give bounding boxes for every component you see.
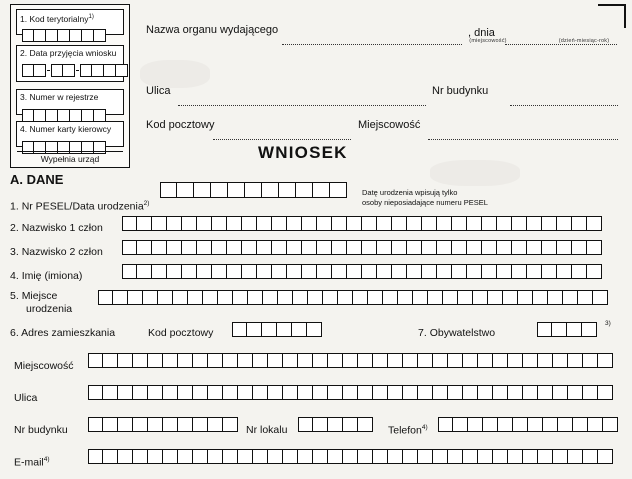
office-use-box bbox=[10, 4, 130, 168]
label-dnia: , dnia bbox=[468, 27, 495, 39]
row-number-2: 2. bbox=[10, 222, 19, 234]
note-pesel-line2: osoby nieposiadające numeru PESEL bbox=[362, 198, 488, 207]
label-kod-pocztowy: Kod pocztowy bbox=[148, 327, 214, 339]
row-number-3: 3. bbox=[10, 246, 19, 258]
row-text-nazwisko-1: Nazwisko 1 człon bbox=[21, 222, 103, 234]
label-nr-budynku-adres: Nr budynku bbox=[14, 424, 68, 436]
paper-smudge bbox=[140, 60, 210, 88]
label-numer-w-rejestrze: 3. Numer w rejestrze bbox=[20, 92, 99, 102]
footnote-marker: 2) bbox=[143, 200, 150, 207]
section-a-heading: A. DANE bbox=[10, 172, 64, 187]
label-numer-karty-kierowcy: 4. Numer karty kierowcy bbox=[20, 124, 112, 134]
row-number-7: 7. bbox=[418, 327, 427, 339]
row-label-imie bbox=[10, 270, 82, 282]
row-text-adres: Adres zamieszkania bbox=[21, 327, 116, 339]
label-nr-lokalu: Nr lokalu bbox=[246, 424, 288, 436]
row-label-nazwisko-2 bbox=[10, 246, 103, 258]
row-text-nazwisko-2: Nazwisko 2 człon bbox=[21, 246, 103, 258]
row-number-6: 6. bbox=[10, 327, 19, 339]
page-corner-mark bbox=[598, 4, 626, 28]
row-number-5: 5. bbox=[10, 290, 19, 302]
input-obywatelstwo[interactable] bbox=[537, 322, 597, 337]
paper-smudge bbox=[430, 160, 520, 186]
grid-data-przyjecia[interactable] bbox=[22, 64, 128, 77]
office-use-footer-text: Wypełnia urząd bbox=[40, 154, 100, 164]
footnote-marker-telefon: 4) bbox=[421, 424, 428, 431]
input-kod-pocztowy[interactable] bbox=[232, 322, 322, 337]
grid-kod-terytorialny[interactable] bbox=[22, 29, 106, 42]
label-ulica: Ulica bbox=[146, 85, 171, 97]
hint-data: (dzień-miesiąc-rok) bbox=[558, 38, 610, 44]
row-label-obywatelstwo bbox=[418, 327, 495, 339]
row-label-miejsce-urodzenia bbox=[10, 290, 57, 302]
footnote-marker-email: 4) bbox=[43, 456, 50, 463]
label-kod-terytorialny: 1. Kod terytorialny bbox=[20, 13, 89, 24]
row-label-miejsce-urodzenia-2: urodzenia bbox=[26, 303, 73, 315]
row-label-pesel bbox=[10, 200, 149, 213]
label-ulica-adres: Ulica bbox=[14, 392, 38, 404]
row-text-pesel: Nr PESEL/Data urodzenia bbox=[21, 200, 144, 213]
input-ulica[interactable] bbox=[88, 385, 613, 400]
input-nazwisko-1[interactable] bbox=[122, 216, 602, 231]
row-text-imie: Imię (imiona) bbox=[21, 270, 83, 282]
row-text-miejsce: Miejsce bbox=[21, 290, 58, 302]
input-imie[interactable] bbox=[122, 264, 602, 279]
footnote-marker: 1) bbox=[88, 14, 94, 20]
input-nazwisko-2[interactable] bbox=[122, 240, 602, 255]
input-pesel[interactable] bbox=[160, 182, 347, 198]
building-dotted-line[interactable] bbox=[510, 94, 618, 106]
label-nr-budynku: Nr budynku bbox=[432, 85, 489, 97]
label-authority: Nazwa organu wydającego bbox=[146, 24, 279, 36]
office-use-footer bbox=[11, 151, 129, 164]
row-number-1: 1. bbox=[10, 200, 19, 213]
row-label-adres bbox=[10, 327, 115, 339]
label-telefon bbox=[388, 424, 428, 437]
input-nr-lokalu[interactable] bbox=[298, 417, 373, 432]
input-nr-budynku[interactable] bbox=[88, 417, 238, 432]
label-telefon-text: Telefon bbox=[388, 424, 422, 437]
row-label-nazwisko-1 bbox=[10, 222, 103, 234]
authority-dotted-line[interactable] bbox=[282, 33, 462, 45]
postcode-dotted-line[interactable] bbox=[213, 128, 351, 140]
label-email bbox=[14, 456, 50, 469]
note-pesel-line1: Datę urodzenia wpisują tylko bbox=[362, 188, 458, 197]
input-telefon[interactable] bbox=[438, 417, 618, 432]
label-data-przyjecia: 2. Data przyjęcia wniosku bbox=[20, 48, 117, 58]
input-miejsce-urodzenia[interactable] bbox=[98, 290, 608, 305]
label-email-text: E-mail bbox=[14, 456, 44, 469]
input-miejscowosc[interactable] bbox=[88, 353, 613, 368]
row-text-obywatelstwo: Obywatelstwo bbox=[429, 327, 496, 339]
label-miejscowosc: Miejscowość bbox=[14, 360, 74, 372]
label-miejscowosc-header: Miejscowość bbox=[358, 119, 421, 131]
street-dotted-line[interactable] bbox=[178, 94, 426, 106]
input-email[interactable] bbox=[88, 449, 613, 464]
label-kod-pocztowy-header: Kod pocztowy bbox=[146, 119, 215, 131]
row-number-4: 4. bbox=[10, 270, 19, 282]
footnote-marker-obywatelstwo: 3) bbox=[605, 320, 611, 327]
hint-miejscowosc: (miejscowość) bbox=[469, 38, 507, 44]
page-title: WNIOSEK bbox=[258, 143, 348, 162]
city-dotted-line[interactable] bbox=[428, 128, 618, 140]
note-pesel bbox=[362, 188, 488, 208]
